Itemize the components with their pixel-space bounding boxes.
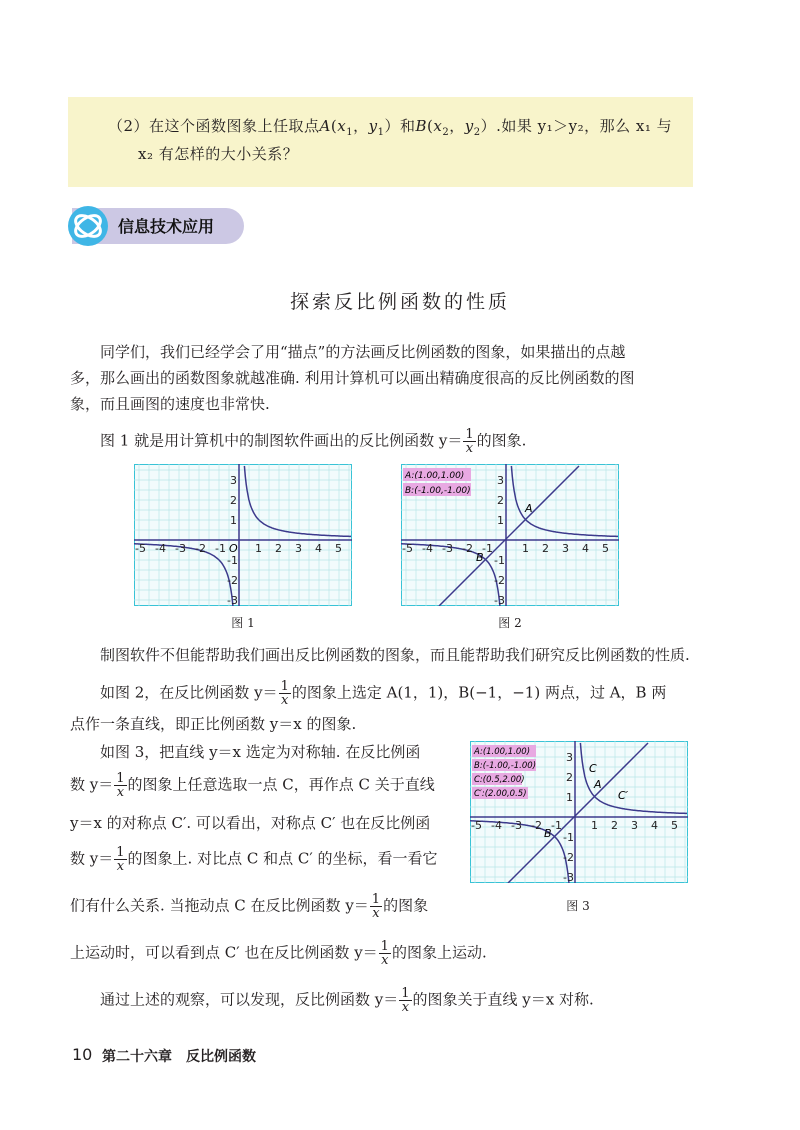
p1-line-3: 象，而且画图的速度也非常快. bbox=[70, 395, 270, 413]
x-tick-label: -2 bbox=[531, 819, 542, 832]
y-tick-label: 3 bbox=[566, 751, 573, 764]
x-tick-label: 5 bbox=[335, 542, 342, 555]
question-box bbox=[68, 97, 693, 187]
label-c: C:(0.5,2.00) bbox=[474, 775, 525, 785]
label-a: A:(1.00,1.00) bbox=[405, 471, 465, 481]
x-tick-label: -4 bbox=[422, 542, 433, 555]
x-tick-label: -5 bbox=[135, 542, 146, 555]
y-tick-label: 3 bbox=[497, 474, 504, 487]
y-tick-label: 2 bbox=[497, 494, 504, 507]
y-tick-label: 3 bbox=[230, 474, 237, 487]
origin-label: O bbox=[229, 542, 238, 555]
y-tick-label: -1 bbox=[494, 554, 505, 567]
figure-2-caption: 图 2 bbox=[498, 616, 522, 630]
x-tick-label: 2 bbox=[275, 542, 282, 555]
x-tick-label: 3 bbox=[295, 542, 302, 555]
y-tick-label: 1 bbox=[230, 514, 237, 527]
y-tick-label: 1 bbox=[497, 514, 504, 527]
x-tick-label: -1 bbox=[215, 542, 226, 555]
point-b: B bbox=[476, 551, 484, 564]
x-tick-label: 3 bbox=[631, 819, 638, 832]
x-tick-label: -5 bbox=[402, 542, 413, 555]
p5-line-6: 上运动时，可以看到点 C′ 也在反比例函数 y＝ $\frac{1}{x}$ 的图象上运动. bbox=[70, 939, 487, 968]
y-tick-label: -3 bbox=[563, 871, 574, 883]
question-line-1: （2）在这个函数图象上任取点$A(x_1$，$y_1$）和$B(x_2$，$y_2$）.如果 y₁＞y₂，那么 x₁ 与 bbox=[108, 117, 673, 138]
x-tick-label: 2 bbox=[542, 542, 549, 555]
x-tick-label: -4 bbox=[155, 542, 166, 555]
y-tick-label: -3 bbox=[227, 594, 238, 606]
p2-line: 图 1 就是用计算机中的制图软件画出的反比例函数 y＝ $\frac{1}{x}$ 的图象. bbox=[100, 427, 527, 456]
y-tick-label: -1 bbox=[563, 831, 574, 844]
p5-line-4: 数 y＝ $\frac{1}{x}$ 的图象上. 对比点 C 和点 C′ 的坐标，看一看它 bbox=[70, 845, 438, 874]
p4-line-2: 点作一条直线，即正比例函数 y＝x 的图象. bbox=[70, 715, 357, 733]
fraction-1-over-x: $\frac{1}{x}$ bbox=[465, 427, 474, 456]
y-tick-label: -1 bbox=[227, 554, 238, 567]
x-tick-label: 1 bbox=[255, 542, 262, 555]
label-b: B:(-1.00,-1.00) bbox=[474, 761, 537, 771]
p3-line: 制图软件不但能帮助我们画出反比例函数的图象，而且能帮助我们研究反比例函数的性质. bbox=[100, 646, 690, 664]
question-line-2: x₂ 有怎样的大小关系？ bbox=[138, 145, 299, 163]
figure-3 bbox=[470, 741, 688, 883]
y-tick-label: 1 bbox=[566, 791, 573, 804]
p5-line-1: 如图 3，把直线 y＝x 选定为对称轴. 在反比例函 bbox=[100, 743, 421, 761]
p5-line-3: y＝x 的对称点 C′. 可以看出，对称点 C′ 也在反比例函 bbox=[70, 814, 431, 832]
label-a: A:(1.00,1.00) bbox=[474, 747, 531, 757]
x-tick-label: 5 bbox=[602, 542, 609, 555]
y-tick-label: 2 bbox=[566, 771, 573, 784]
x-tick-label: -2 bbox=[462, 542, 473, 555]
p6-line: 通过上述的观察，可以发现，反比例函数 y＝ $\frac{1}{x}$ 的图象关于直线 y＝x 对称. bbox=[100, 986, 594, 1015]
y-tick-label: -2 bbox=[494, 574, 505, 587]
point-a: A bbox=[594, 778, 602, 791]
figure-1 bbox=[134, 464, 352, 606]
figure-1-caption: 图 1 bbox=[231, 616, 255, 630]
y-tick-label: -2 bbox=[563, 851, 574, 864]
x-tick-label: 4 bbox=[315, 542, 322, 555]
y-tick-label: -2 bbox=[227, 574, 238, 587]
x-tick-label: -1 bbox=[551, 819, 562, 832]
x-tick-label: 4 bbox=[651, 819, 658, 832]
point-b: B bbox=[544, 827, 552, 840]
x-tick-label: 1 bbox=[522, 542, 529, 555]
x-tick-label: -3 bbox=[442, 542, 453, 555]
x-tick-label: -3 bbox=[175, 542, 186, 555]
info-tech-icon bbox=[66, 204, 110, 248]
y-tick-label: -3 bbox=[494, 594, 505, 606]
figure-2 bbox=[401, 464, 619, 606]
section-badge-label: 信息技术应用 bbox=[118, 217, 215, 236]
point-c-prime: C′ bbox=[618, 789, 629, 802]
point-a: A bbox=[525, 502, 533, 515]
x-tick-label: 5 bbox=[671, 819, 678, 832]
x-tick-label: -4 bbox=[491, 819, 502, 832]
x-tick-label: 2 bbox=[611, 819, 618, 832]
page-number: 10 bbox=[72, 1045, 93, 1064]
chapter-title: 第二十六章 反比例函数 bbox=[102, 1049, 256, 1065]
p1-line-2: 多，那么画出的函数图象就越准确. 利用计算机可以画出精确度很高的反比例函数的图 bbox=[70, 369, 635, 387]
x-tick-label: -2 bbox=[195, 542, 206, 555]
label-b: B:(-1.00,-1.00) bbox=[405, 486, 471, 496]
figure-3-caption: 图 3 bbox=[566, 899, 590, 913]
label-c-prime: C′:(2.00,0.5) bbox=[474, 789, 527, 799]
x-tick-label: 3 bbox=[562, 542, 569, 555]
y-tick-label: 2 bbox=[230, 494, 237, 507]
x-tick-label: 4 bbox=[582, 542, 589, 555]
x-tick-label: -1 bbox=[482, 542, 493, 555]
p4-line-1: 如图 2，在反比例函数 y＝ $\frac{1}{x}$ 的图象上选定 A(1，1)，B(−1，−1) 两点，过 A，B 两 bbox=[100, 679, 667, 708]
p5-line-2: 数 y＝ $\frac{1}{x}$ 的图象上任意选取一点 C，再作点 C 关于直线 bbox=[70, 771, 435, 800]
x-tick-label: -5 bbox=[471, 819, 482, 832]
point-c: C bbox=[589, 762, 597, 775]
p1-line-1: 同学们，我们已经学会了用“描点”的方法画反比例函数的图象，如果描出的点越 bbox=[100, 343, 626, 361]
page-title: 探索反比例函数的性质 bbox=[289, 291, 510, 313]
x-tick-label: -3 bbox=[511, 819, 522, 832]
x-tick-label: 1 bbox=[591, 819, 598, 832]
p5-line-5: 们有什么关系. 当拖动点 C 在反比例函数 y＝ $\frac{1}{x}$ 的图象 bbox=[70, 892, 429, 921]
